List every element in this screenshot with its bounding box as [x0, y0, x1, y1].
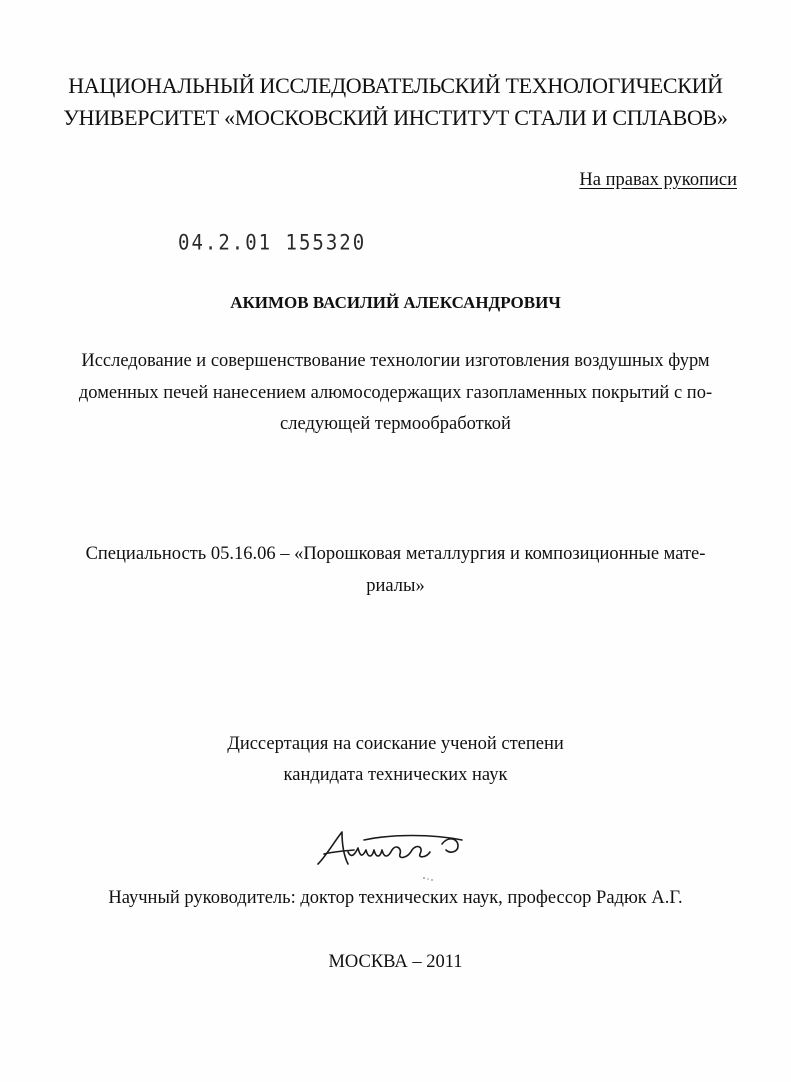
degree-statement-line-1: Диссертация на соискание ученой степени: [227, 734, 564, 754]
specialty-line-2: риалы»: [366, 576, 425, 596]
handwritten-signature-icon: [312, 822, 472, 882]
registration-stamp-number: 04.2.01 155320: [178, 231, 367, 256]
author-name: АКИМОВ ВАСИЛИЙ АЛЕКСАНДРОВИЧ: [230, 293, 561, 312]
thesis-title-line-1: Исследование и совершенствование технологии изготовления воздушных фурм: [81, 351, 710, 371]
thesis-title-line-2: доменных печей нанесением алюмосодержащих газопламенных покрытий с по-: [78, 383, 713, 403]
city-and-year: МОСКВА – 2011: [328, 952, 463, 972]
university-name-line-1: НАЦИОНАЛЬНЫЙ ИССЛЕДОВАТЕЛЬСКИЙ ТЕХНОЛОГИЧЕСКИЙ: [68, 73, 723, 98]
rights-note: На правах рукописи: [579, 170, 737, 190]
degree-statement-line-2: кандидата технических наук: [283, 765, 508, 785]
university-name-line-2: УНИВЕРСИТЕТ «МОСКОВСКИЙ ИНСТИТУТ СТАЛИ И СПЛАВОВ»: [63, 105, 728, 130]
scientific-supervisor: Научный руководитель: доктор технических наук, профессор Радюк А.Г.: [108, 888, 683, 908]
specialty-line-1: Специальность 05.16.06 – «Порошковая металлургия и композиционные мате-: [85, 544, 706, 564]
thesis-title-line-3: следующей термообработкой: [280, 414, 511, 434]
